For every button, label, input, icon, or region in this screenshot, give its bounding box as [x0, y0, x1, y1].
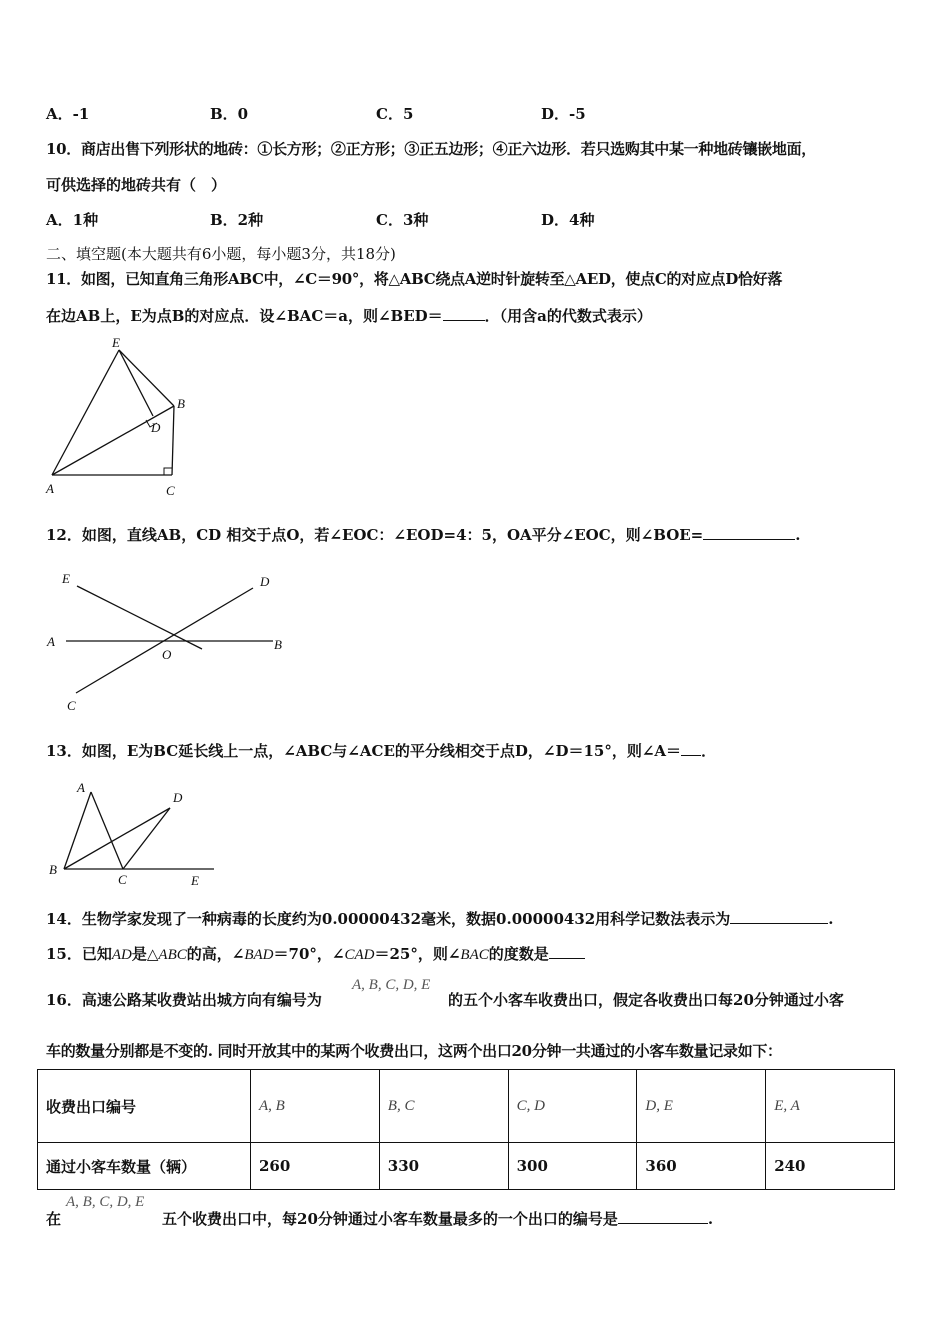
- q12-ray-oe: [77, 586, 202, 649]
- q15-text: [46, 943, 585, 964]
- q15-var-ad: AD: [111, 947, 132, 963]
- table-row: [38, 1070, 895, 1143]
- table-value-cell: 300: [508, 1143, 637, 1190]
- q13-text: [46, 740, 716, 761]
- q16-final-period: .: [707, 1210, 714, 1228]
- q16-final-prefix: 在: [46, 1210, 62, 1228]
- q15-var-bac: BAC: [460, 947, 489, 963]
- q12-label-o: O: [162, 647, 172, 662]
- q10-option-b: B．2种: [210, 211, 264, 229]
- q15-var-abc: ABC: [158, 947, 187, 963]
- q13-segment-ac: [91, 792, 123, 869]
- q11-line1: 11．如图，已知直角三角形ABC中，∠C＝90°，将△ABC绕点A逆时针旋转至△AED，使点C的对应点D恰好落: [46, 270, 783, 288]
- q15-answer-blank[interactable]: [549, 944, 585, 959]
- table-pair-cell: B, C: [379, 1070, 508, 1143]
- q13-answer-blank[interactable]: [681, 741, 701, 756]
- q11-line2-tail: ．（用含a的代数式表示）: [484, 307, 652, 325]
- q16-suffix: 的五个小客车收费出口，假定各收费出口每20分钟通过小客: [448, 991, 844, 1009]
- q16-letters: A, B, C, D, E: [352, 977, 431, 993]
- table-value-cell: 360: [637, 1143, 766, 1190]
- q13-question: 13．如图，E为BC延长线上一点，∠ABC与∠ACE的平分线相交于点D，∠D＝15°，则∠A＝: [46, 742, 682, 760]
- table-pair-cell: E, A: [766, 1070, 895, 1143]
- q10-line1: 10．商店出售下列形状的地砖：①长方形；②正方形；③正五边形；④正六边形．若只选购其中某一种地砖镶嵌地面，: [46, 140, 816, 158]
- q11-label-e: E: [112, 336, 120, 350]
- q14-answer-blank[interactable]: [730, 909, 828, 924]
- q10-option-d: D．4种: [541, 211, 595, 229]
- q12-label-a: A: [47, 634, 55, 649]
- q16-line2: 车的数量分别都是不变的. 同时开放其中的某两个收费出口，这两个出口20分钟一共通过的小客车数量记录如下：: [46, 1042, 782, 1060]
- q9-option-c: C．5: [376, 105, 414, 123]
- table-pair-cell: A, B: [251, 1070, 380, 1143]
- q11-line2: [46, 305, 652, 326]
- q9-option-b: B．0: [210, 105, 249, 123]
- q13-segment-cd: [123, 808, 170, 869]
- q12-figure: [40, 566, 300, 718]
- q10-option-a: A．1种: [46, 211, 99, 229]
- q12-period: .: [795, 526, 801, 544]
- q9-option-a: A．-1: [46, 105, 90, 123]
- section-2-header: 二、填空题(本大题共有6小题，每小题3分，共18分): [46, 245, 396, 263]
- q12-label-b: B: [274, 637, 282, 652]
- q13-figure: [40, 774, 230, 892]
- q15-part-5: ＝25°，则∠: [374, 945, 461, 963]
- q11-label-b: B: [177, 396, 185, 411]
- table-row: [38, 1143, 895, 1190]
- q15-part-4: ＝70°，∠: [273, 945, 345, 963]
- q10-line2: 可供选择的地砖共有（ ）: [46, 176, 227, 194]
- table-row-label: 通过小客车数量（辆）: [38, 1143, 251, 1190]
- q13-label-d: D: [173, 790, 183, 805]
- q11-figure: [40, 336, 200, 506]
- table-header-cell: 收费出口编号: [38, 1070, 251, 1143]
- q12-label-d: D: [260, 574, 270, 589]
- table-value-cell: 260: [251, 1143, 380, 1190]
- q13-period: ．: [701, 742, 717, 760]
- q14-question: 14．生物学家发现了一种病毒的长度约为0.00000432毫米，数据0.00000432用科学记数法表示为: [46, 910, 731, 928]
- q11-segment-bc: [172, 406, 174, 475]
- q16-final-text: [162, 1208, 713, 1229]
- table-value-cell: 240: [766, 1143, 895, 1190]
- q16-answer-blank[interactable]: [618, 1209, 708, 1224]
- q15-part-2: 是△: [131, 945, 159, 963]
- q11-segment-eb: [119, 350, 174, 406]
- q12-label-e: E: [62, 571, 70, 586]
- table-pair-cell: C, D: [508, 1070, 637, 1143]
- q11-line2-text: 在边AB上，E为点B的对应点．设∠BAC＝a，则∠BED＝: [46, 307, 443, 325]
- q11-label-a: A: [46, 481, 54, 496]
- table-pair-cell: D, E: [637, 1070, 766, 1143]
- q15-part-6: 的度数是: [488, 945, 549, 963]
- q13-segment-ab: [64, 792, 91, 869]
- q12-question: 12．如图，直线AB，CD 相交于点O，若∠EOC：∠EOD=4：5，OA平分∠EOC，则∠BOE=: [46, 526, 704, 544]
- q11-answer-blank[interactable]: [443, 306, 485, 321]
- q11-segment-ed: [119, 350, 153, 416]
- table-value-cell: 330: [379, 1143, 508, 1190]
- q12-answer-blank[interactable]: [703, 525, 795, 540]
- q11-label-d: D: [151, 420, 161, 435]
- q12-label-c: C: [67, 698, 76, 713]
- q11-label-c: C: [166, 483, 175, 498]
- q15-var-cad: CAD: [344, 947, 375, 963]
- q14-period: .: [828, 910, 834, 928]
- q13-segment-bd: [64, 808, 170, 869]
- q15-var-bad: BAD: [244, 947, 274, 963]
- q16-final-letters: A, B, C, D, E: [66, 1194, 145, 1210]
- q16-final-suffix: 五个收费出口中，每20分钟通过小客车数量最多的一个出口的编号是: [162, 1210, 618, 1228]
- q15-part-3: 的高，∠: [186, 945, 245, 963]
- q12-text: [46, 524, 801, 545]
- q16-table: [37, 1069, 895, 1190]
- q10-option-c: C．3种: [376, 211, 429, 229]
- q11-right-angle-c: [164, 468, 172, 475]
- q13-label-a: A: [77, 780, 85, 795]
- q13-label-e: E: [191, 873, 199, 888]
- q9-option-d: D．-5: [541, 105, 586, 123]
- q13-label-c: C: [118, 872, 127, 887]
- q15-part-1: 15．已知: [46, 945, 112, 963]
- q14-text: [46, 908, 833, 929]
- q13-label-b: B: [49, 862, 57, 877]
- q16-prefix: 16．高速公路某收费站出城方向有编号为: [46, 991, 322, 1009]
